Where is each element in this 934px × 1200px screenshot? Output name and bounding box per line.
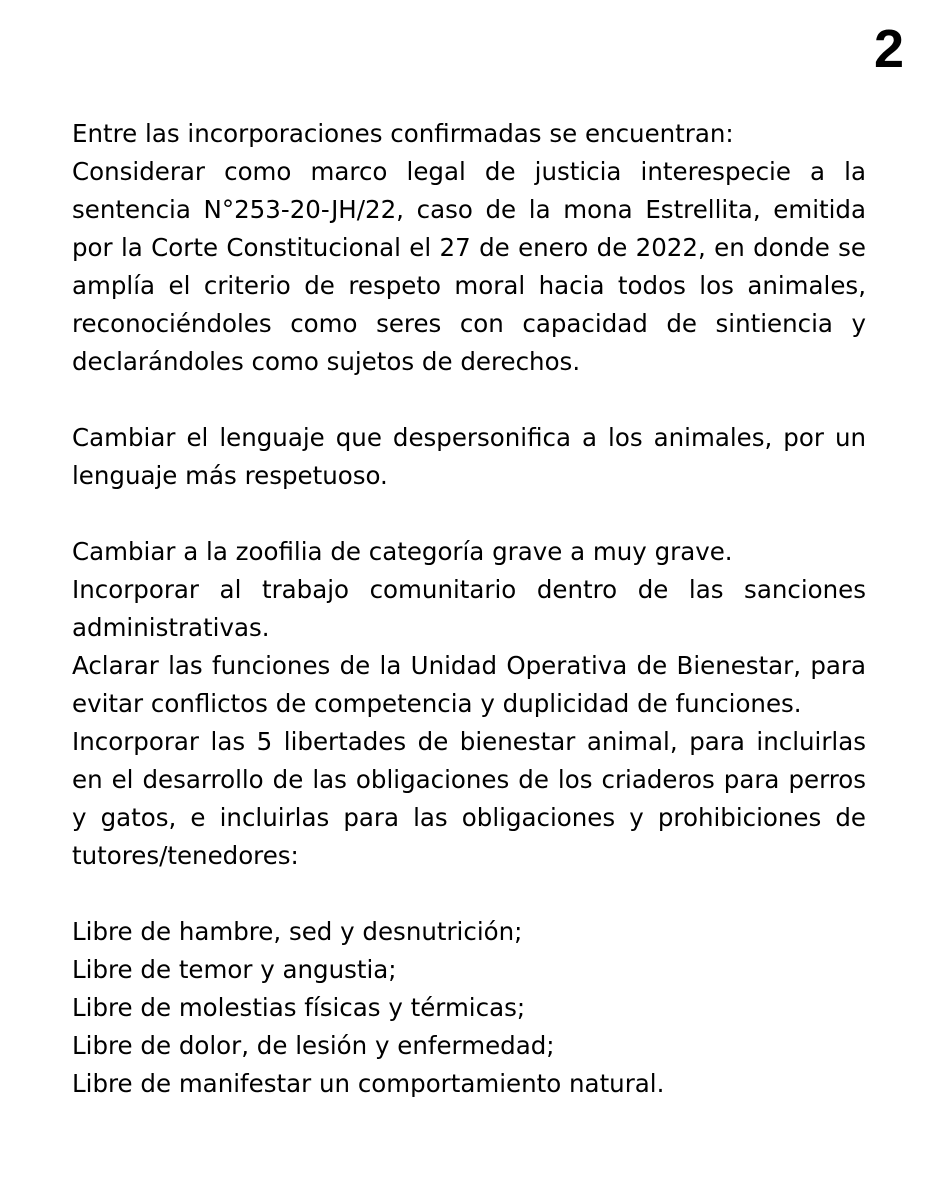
item-community-work: Incorporar al trabajo comunitario dentro de las sanciones administrativas. <box>72 575 866 642</box>
item-respectful-language: Cambiar el lenguaje que despersonifica a los animales, por un lenguaje más respetuoso. <box>72 423 866 490</box>
freedoms-list <box>72 913 866 1103</box>
freedom-item: Libre de molestias físicas y térmicas; <box>72 993 526 1022</box>
item-five-freedoms: Incorporar las 5 libertades de bienestar animal, para incluirlas en el desarrollo de las obligaciones de los criaderos para perros y gatos, e incluirlas para las obligaciones y prohibiciones de tutores/tenedores: <box>72 727 866 870</box>
item-operative-unit: Aclarar las funciones de la Unidad Operativa de Bienestar, para evitar conflictos de competencia y duplicidad de funciones. <box>72 651 866 718</box>
intro-line: Entre las incorporaciones confirmadas se encuentran: <box>72 119 734 148</box>
item-legal-framework: Considerar como marco legal de justicia interespecie a la sentencia N°253-20-JH/22, caso de la mona Estrellita, emitida por la Corte Constitucional el 27 de enero de 2022, en donde se amplía el criterio de respeto moral hacia todos los animales, reconociéndoles como seres con capacidad de sintiencia y declarándoles como sujetos de derechos. <box>72 157 866 376</box>
document-body <box>72 115 866 1103</box>
item-zoophilia-category: Cambiar a la zoofilia de categoría grave a muy grave. <box>72 537 733 566</box>
page-number: 2 <box>873 19 904 79</box>
freedom-item: Libre de temor y angustia; <box>72 955 397 984</box>
freedom-item: Libre de dolor, de lesión y enfermedad; <box>72 1031 555 1060</box>
freedom-item: Libre de hambre, sed y desnutrición; <box>72 917 523 946</box>
freedom-item: Libre de manifestar un comportamiento natural. <box>72 1069 665 1098</box>
